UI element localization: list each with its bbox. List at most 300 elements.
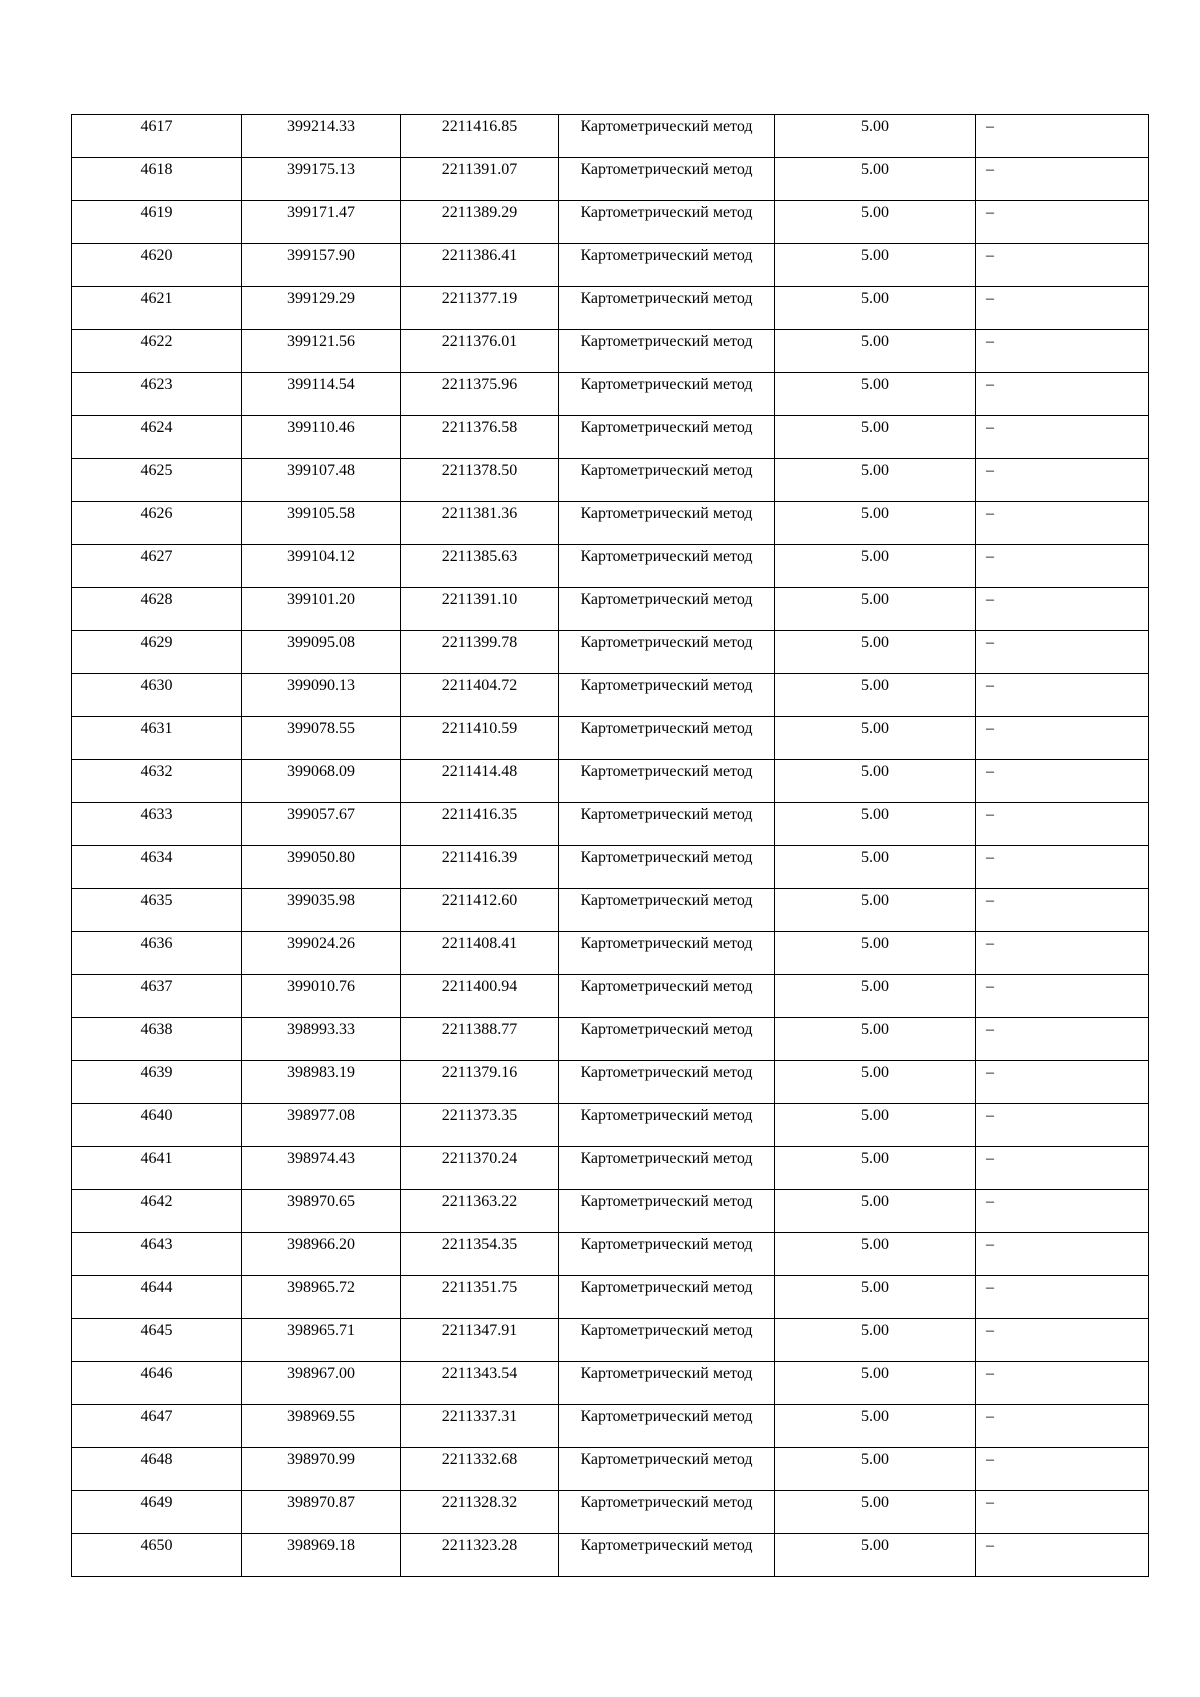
point-number-cell xyxy=(72,287,242,330)
method-cell xyxy=(559,502,775,545)
method-cell-text: Картометрический метод xyxy=(580,505,753,522)
x-coordinate-cell-text: 399010.76 xyxy=(287,978,355,995)
accuracy-cell-text: 5.00 xyxy=(861,247,889,264)
point-number-cell xyxy=(72,803,242,846)
point-number-cell-text: 4629 xyxy=(140,634,173,651)
accuracy-cell-text: 5.00 xyxy=(861,591,889,608)
point-number-cell xyxy=(72,975,242,1018)
method-cell-text: Картометрический метод xyxy=(580,204,753,221)
accuracy-cell xyxy=(775,1319,976,1362)
accuracy-cell xyxy=(775,1405,976,1448)
accuracy-cell xyxy=(775,975,976,1018)
y-coordinate-cell-text: 2211388.77 xyxy=(441,1021,518,1038)
point-number-cell-text: 4633 xyxy=(140,806,173,823)
y-coordinate-cell-text: 2211328.32 xyxy=(441,1494,518,1511)
y-coordinate-cell-text: 2211363.22 xyxy=(441,1193,518,1210)
x-coordinate-cell xyxy=(242,330,401,373)
x-coordinate-cell-text: 398967.00 xyxy=(287,1365,355,1382)
note-cell-text: – xyxy=(986,978,994,995)
accuracy-cell xyxy=(775,502,976,545)
note-cell-text: – xyxy=(986,419,994,436)
x-coordinate-cell-text: 398977.08 xyxy=(287,1107,355,1124)
x-coordinate-cell xyxy=(242,1405,401,1448)
accuracy-cell xyxy=(775,631,976,674)
y-coordinate-cell xyxy=(401,760,559,803)
point-number-cell-text: 4641 xyxy=(140,1150,173,1167)
method-cell-text: Картометрический метод xyxy=(580,1322,753,1339)
note-cell xyxy=(976,932,1149,975)
point-number-cell-text: 4623 xyxy=(140,376,173,393)
note-cell-text: – xyxy=(986,161,994,178)
method-cell xyxy=(559,717,775,760)
x-coordinate-cell-text: 398983.19 xyxy=(287,1064,355,1081)
method-cell xyxy=(559,1233,775,1276)
x-coordinate-cell-text: 399057.67 xyxy=(287,806,355,823)
point-number-cell-text: 4650 xyxy=(140,1537,173,1554)
table-row xyxy=(72,115,1149,158)
x-coordinate-cell-text: 398974.43 xyxy=(287,1150,355,1167)
x-coordinate-cell-text: 398965.72 xyxy=(287,1279,355,1296)
point-number-cell xyxy=(72,889,242,932)
y-coordinate-cell-text: 2211386.41 xyxy=(441,247,518,264)
method-cell xyxy=(559,244,775,287)
accuracy-cell-text: 5.00 xyxy=(861,333,889,350)
method-cell-text: Картометрический метод xyxy=(580,419,753,436)
y-coordinate-cell xyxy=(401,674,559,717)
y-coordinate-cell xyxy=(401,631,559,674)
accuracy-cell-text: 5.00 xyxy=(861,677,889,694)
note-cell-text: – xyxy=(986,505,994,522)
method-cell xyxy=(559,330,775,373)
point-number-cell-text: 4646 xyxy=(140,1365,173,1382)
point-number-cell xyxy=(72,588,242,631)
y-coordinate-cell xyxy=(401,932,559,975)
point-number-cell-text: 4631 xyxy=(140,720,173,737)
method-cell xyxy=(559,545,775,588)
note-cell xyxy=(976,373,1149,416)
accuracy-cell xyxy=(775,1018,976,1061)
x-coordinate-cell xyxy=(242,459,401,502)
note-cell xyxy=(976,158,1149,201)
note-cell xyxy=(976,1061,1149,1104)
accuracy-cell xyxy=(775,1362,976,1405)
note-cell-text: – xyxy=(986,1021,994,1038)
point-number-cell-text: 4627 xyxy=(140,548,173,565)
y-coordinate-cell-text: 2211412.60 xyxy=(441,892,518,909)
table-row xyxy=(72,373,1149,416)
point-number-cell xyxy=(72,1190,242,1233)
x-coordinate-cell xyxy=(242,1362,401,1405)
y-coordinate-cell xyxy=(401,1276,559,1319)
point-number-cell-text: 4634 xyxy=(140,849,173,866)
note-cell-text: – xyxy=(986,806,994,823)
note-cell xyxy=(976,717,1149,760)
point-number-cell-text: 4645 xyxy=(140,1322,173,1339)
accuracy-cell xyxy=(775,889,976,932)
point-number-cell-text: 4648 xyxy=(140,1451,173,1468)
y-coordinate-cell-text: 2211400.94 xyxy=(441,978,518,995)
point-number-cell xyxy=(72,459,242,502)
y-coordinate-cell xyxy=(401,1534,559,1577)
note-cell xyxy=(976,459,1149,502)
note-cell xyxy=(976,1405,1149,1448)
accuracy-cell xyxy=(775,158,976,201)
y-coordinate-cell-text: 2211391.10 xyxy=(441,591,518,608)
y-coordinate-cell xyxy=(401,1405,559,1448)
table-row xyxy=(72,1319,1149,1362)
note-cell xyxy=(976,1018,1149,1061)
accuracy-cell xyxy=(775,459,976,502)
accuracy-cell-text: 5.00 xyxy=(861,462,889,479)
y-coordinate-cell xyxy=(401,1362,559,1405)
method-cell xyxy=(559,1534,775,1577)
point-number-cell xyxy=(72,1405,242,1448)
table-row xyxy=(72,158,1149,201)
y-coordinate-cell xyxy=(401,1147,559,1190)
note-cell-text: – xyxy=(986,677,994,694)
y-coordinate-cell xyxy=(401,545,559,588)
y-coordinate-cell xyxy=(401,244,559,287)
x-coordinate-cell xyxy=(242,1061,401,1104)
y-coordinate-cell-text: 2211414.48 xyxy=(441,763,518,780)
note-cell xyxy=(976,889,1149,932)
point-number-cell-text: 4644 xyxy=(140,1279,173,1296)
point-number-cell-text: 4639 xyxy=(140,1064,173,1081)
accuracy-cell-text: 5.00 xyxy=(861,892,889,909)
table-row xyxy=(72,889,1149,932)
accuracy-cell xyxy=(775,1061,976,1104)
x-coordinate-cell-text: 399129.29 xyxy=(287,290,355,307)
method-cell xyxy=(559,1018,775,1061)
table-row xyxy=(72,846,1149,889)
accuracy-cell xyxy=(775,416,976,459)
note-cell-text: – xyxy=(986,376,994,393)
table-row xyxy=(72,1190,1149,1233)
note-cell xyxy=(976,674,1149,717)
x-coordinate-cell-text: 399114.54 xyxy=(287,376,355,393)
method-cell xyxy=(559,1276,775,1319)
method-cell xyxy=(559,416,775,459)
point-number-cell xyxy=(72,846,242,889)
accuracy-cell-text: 5.00 xyxy=(861,1408,889,1425)
note-cell xyxy=(976,1147,1149,1190)
x-coordinate-cell xyxy=(242,932,401,975)
x-coordinate-cell-text: 398970.99 xyxy=(287,1451,355,1468)
y-coordinate-cell-text: 2211416.85 xyxy=(441,118,518,135)
x-coordinate-cell-text: 399171.47 xyxy=(287,204,355,221)
accuracy-cell xyxy=(775,373,976,416)
accuracy-cell xyxy=(775,846,976,889)
point-number-cell xyxy=(72,545,242,588)
point-number-cell xyxy=(72,1276,242,1319)
method-cell xyxy=(559,201,775,244)
y-coordinate-cell-text: 2211323.28 xyxy=(441,1537,518,1554)
note-cell-text: – xyxy=(986,935,994,952)
table-row xyxy=(72,1405,1149,1448)
method-cell-text: Картометрический метод xyxy=(580,591,753,608)
accuracy-cell-text: 5.00 xyxy=(861,1064,889,1081)
note-cell-text: – xyxy=(986,247,994,264)
y-coordinate-cell xyxy=(401,330,559,373)
note-cell xyxy=(976,1491,1149,1534)
method-cell xyxy=(559,803,775,846)
y-coordinate-cell xyxy=(401,803,559,846)
method-cell xyxy=(559,459,775,502)
x-coordinate-cell-text: 399078.55 xyxy=(287,720,355,737)
table-row xyxy=(72,803,1149,846)
x-coordinate-cell xyxy=(242,545,401,588)
method-cell-text: Картометрический метод xyxy=(580,1107,753,1124)
method-cell-text: Картометрический метод xyxy=(580,1021,753,1038)
point-number-cell-text: 4628 xyxy=(140,591,173,608)
x-coordinate-cell-text: 399068.09 xyxy=(287,763,355,780)
point-number-cell-text: 4625 xyxy=(140,462,173,479)
point-number-cell-text: 4621 xyxy=(140,290,173,307)
method-cell-text: Картометрический метод xyxy=(580,1537,753,1554)
x-coordinate-cell-text: 399050.80 xyxy=(287,849,355,866)
method-cell xyxy=(559,588,775,631)
x-coordinate-cell xyxy=(242,588,401,631)
y-coordinate-cell-text: 2211373.35 xyxy=(441,1107,518,1124)
x-coordinate-cell xyxy=(242,416,401,459)
point-number-cell xyxy=(72,717,242,760)
accuracy-cell-text: 5.00 xyxy=(861,1150,889,1167)
point-number-cell xyxy=(72,330,242,373)
point-number-cell-text: 4617 xyxy=(140,118,173,135)
accuracy-cell xyxy=(775,1276,976,1319)
method-cell-text: Картометрический метод xyxy=(580,1451,753,1468)
point-number-cell xyxy=(72,244,242,287)
point-number-cell-text: 4630 xyxy=(140,677,173,694)
method-cell-text: Картометрический метод xyxy=(580,763,753,780)
point-number-cell xyxy=(72,1491,242,1534)
point-number-cell xyxy=(72,201,242,244)
method-cell-text: Картометрический метод xyxy=(580,849,753,866)
table-row xyxy=(72,1233,1149,1276)
y-coordinate-cell-text: 2211389.29 xyxy=(441,204,518,221)
y-coordinate-cell xyxy=(401,1018,559,1061)
note-cell xyxy=(976,1448,1149,1491)
x-coordinate-cell xyxy=(242,1276,401,1319)
x-coordinate-cell-text: 399105.58 xyxy=(287,505,355,522)
point-number-cell-text: 4632 xyxy=(140,763,173,780)
point-number-cell xyxy=(72,1233,242,1276)
y-coordinate-cell-text: 2211416.35 xyxy=(441,806,518,823)
method-cell xyxy=(559,631,775,674)
accuracy-cell xyxy=(775,1190,976,1233)
accuracy-cell-text: 5.00 xyxy=(861,1107,889,1124)
table-row xyxy=(72,287,1149,330)
note-cell xyxy=(976,1104,1149,1147)
point-number-cell xyxy=(72,631,242,674)
note-cell-text: – xyxy=(986,1408,994,1425)
y-coordinate-cell xyxy=(401,158,559,201)
accuracy-cell xyxy=(775,674,976,717)
x-coordinate-cell-text: 399090.13 xyxy=(287,677,355,694)
x-coordinate-cell xyxy=(242,1104,401,1147)
note-cell-text: – xyxy=(986,1150,994,1167)
table-row xyxy=(72,545,1149,588)
coordinates-table-body xyxy=(72,115,1149,1577)
note-cell xyxy=(976,631,1149,674)
table-row xyxy=(72,1276,1149,1319)
table-row xyxy=(72,459,1149,502)
accuracy-cell-text: 5.00 xyxy=(861,161,889,178)
note-cell xyxy=(976,846,1149,889)
x-coordinate-cell-text: 399157.90 xyxy=(287,247,355,264)
y-coordinate-cell-text: 2211399.78 xyxy=(441,634,518,651)
accuracy-cell xyxy=(775,1233,976,1276)
table-row xyxy=(72,674,1149,717)
table-row xyxy=(72,1362,1149,1405)
accuracy-cell-text: 5.00 xyxy=(861,763,889,780)
accuracy-cell xyxy=(775,330,976,373)
point-number-cell xyxy=(72,1061,242,1104)
point-number-cell xyxy=(72,760,242,803)
method-cell-text: Картометрический метод xyxy=(580,333,753,350)
x-coordinate-cell xyxy=(242,846,401,889)
note-cell xyxy=(976,760,1149,803)
y-coordinate-cell xyxy=(401,502,559,545)
accuracy-cell xyxy=(775,760,976,803)
point-number-cell-text: 4643 xyxy=(140,1236,173,1253)
x-coordinate-cell xyxy=(242,631,401,674)
point-number-cell xyxy=(72,1534,242,1577)
x-coordinate-cell xyxy=(242,201,401,244)
point-number-cell xyxy=(72,115,242,158)
method-cell xyxy=(559,158,775,201)
y-coordinate-cell xyxy=(401,287,559,330)
method-cell-text: Картометрический метод xyxy=(580,1064,753,1081)
method-cell xyxy=(559,1104,775,1147)
y-coordinate-cell-text: 2211376.01 xyxy=(441,333,518,350)
y-coordinate-cell xyxy=(401,201,559,244)
accuracy-cell-text: 5.00 xyxy=(861,1021,889,1038)
note-cell xyxy=(976,244,1149,287)
y-coordinate-cell-text: 2211378.50 xyxy=(441,462,518,479)
method-cell-text: Картометрический метод xyxy=(580,118,753,135)
note-cell-text: – xyxy=(986,1279,994,1296)
x-coordinate-cell-text: 399110.46 xyxy=(287,419,355,436)
accuracy-cell xyxy=(775,1147,976,1190)
accuracy-cell xyxy=(775,1491,976,1534)
x-coordinate-cell-text: 399035.98 xyxy=(287,892,355,909)
table-row xyxy=(72,416,1149,459)
x-coordinate-cell-text: 398969.55 xyxy=(287,1408,355,1425)
note-cell-text: – xyxy=(986,1107,994,1124)
method-cell xyxy=(559,846,775,889)
method-cell-text: Картометрический метод xyxy=(580,290,753,307)
y-coordinate-cell-text: 2211337.31 xyxy=(441,1408,518,1425)
table-row xyxy=(72,760,1149,803)
accuracy-cell xyxy=(775,1448,976,1491)
y-coordinate-cell-text: 2211404.72 xyxy=(441,677,518,694)
point-number-cell xyxy=(72,1319,242,1362)
accuracy-cell-text: 5.00 xyxy=(861,634,889,651)
note-cell-text: – xyxy=(986,1365,994,1382)
y-coordinate-cell-text: 2211385.63 xyxy=(441,548,518,565)
y-coordinate-cell-text: 2211375.96 xyxy=(441,376,518,393)
coordinates-table xyxy=(71,114,1149,1577)
method-cell-text: Картометрический метод xyxy=(580,935,753,952)
y-coordinate-cell xyxy=(401,1233,559,1276)
accuracy-cell-text: 5.00 xyxy=(861,505,889,522)
method-cell xyxy=(559,287,775,330)
y-coordinate-cell xyxy=(401,459,559,502)
x-coordinate-cell xyxy=(242,158,401,201)
method-cell-text: Картометрический метод xyxy=(580,1236,753,1253)
point-number-cell-text: 4622 xyxy=(140,333,173,350)
accuracy-cell xyxy=(775,932,976,975)
x-coordinate-cell xyxy=(242,1190,401,1233)
accuracy-cell xyxy=(775,588,976,631)
x-coordinate-cell xyxy=(242,1534,401,1577)
accuracy-cell-text: 5.00 xyxy=(861,806,889,823)
note-cell xyxy=(976,1190,1149,1233)
note-cell-text: – xyxy=(986,290,994,307)
table-row xyxy=(72,1534,1149,1577)
point-number-cell-text: 4637 xyxy=(140,978,173,995)
y-coordinate-cell-text: 2211351.75 xyxy=(441,1279,518,1296)
point-number-cell xyxy=(72,932,242,975)
x-coordinate-cell xyxy=(242,373,401,416)
note-cell-text: – xyxy=(986,763,994,780)
point-number-cell xyxy=(72,502,242,545)
y-coordinate-cell-text: 2211391.07 xyxy=(441,161,518,178)
accuracy-cell xyxy=(775,803,976,846)
accuracy-cell-text: 5.00 xyxy=(861,1365,889,1382)
point-number-cell-text: 4636 xyxy=(140,935,173,952)
accuracy-cell-text: 5.00 xyxy=(861,978,889,995)
y-coordinate-cell-text: 2211410.59 xyxy=(441,720,518,737)
table-row xyxy=(72,1018,1149,1061)
accuracy-cell xyxy=(775,545,976,588)
point-number-cell-text: 4624 xyxy=(140,419,173,436)
note-cell xyxy=(976,803,1149,846)
accuracy-cell-text: 5.00 xyxy=(861,1193,889,1210)
table-row xyxy=(72,1104,1149,1147)
y-coordinate-cell xyxy=(401,717,559,760)
note-cell xyxy=(976,1362,1149,1405)
x-coordinate-cell xyxy=(242,1147,401,1190)
note-cell xyxy=(976,201,1149,244)
y-coordinate-cell-text: 2211354.35 xyxy=(441,1236,518,1253)
note-cell xyxy=(976,1233,1149,1276)
x-coordinate-cell-text: 398993.33 xyxy=(287,1021,355,1038)
method-cell-text: Картометрический метод xyxy=(580,548,753,565)
note-cell-text: – xyxy=(986,333,994,350)
point-number-cell-text: 4649 xyxy=(140,1494,173,1511)
y-coordinate-cell-text: 2211379.16 xyxy=(441,1064,518,1081)
method-cell xyxy=(559,889,775,932)
method-cell-text: Картометрический метод xyxy=(580,1193,753,1210)
x-coordinate-cell xyxy=(242,1319,401,1362)
note-cell xyxy=(976,1276,1149,1319)
method-cell-text: Картометрический метод xyxy=(580,1150,753,1167)
x-coordinate-cell xyxy=(242,760,401,803)
accuracy-cell-text: 5.00 xyxy=(861,720,889,737)
x-coordinate-cell-text: 399104.12 xyxy=(287,548,355,565)
x-coordinate-cell-text: 398970.65 xyxy=(287,1193,355,1210)
method-cell xyxy=(559,1319,775,1362)
note-cell xyxy=(976,115,1149,158)
point-number-cell xyxy=(72,674,242,717)
note-cell-text: – xyxy=(986,1064,994,1081)
accuracy-cell-text: 5.00 xyxy=(861,419,889,436)
y-coordinate-cell xyxy=(401,115,559,158)
x-coordinate-cell-text: 398970.87 xyxy=(287,1494,355,1511)
y-coordinate-cell-text: 2211343.54 xyxy=(441,1365,518,1382)
